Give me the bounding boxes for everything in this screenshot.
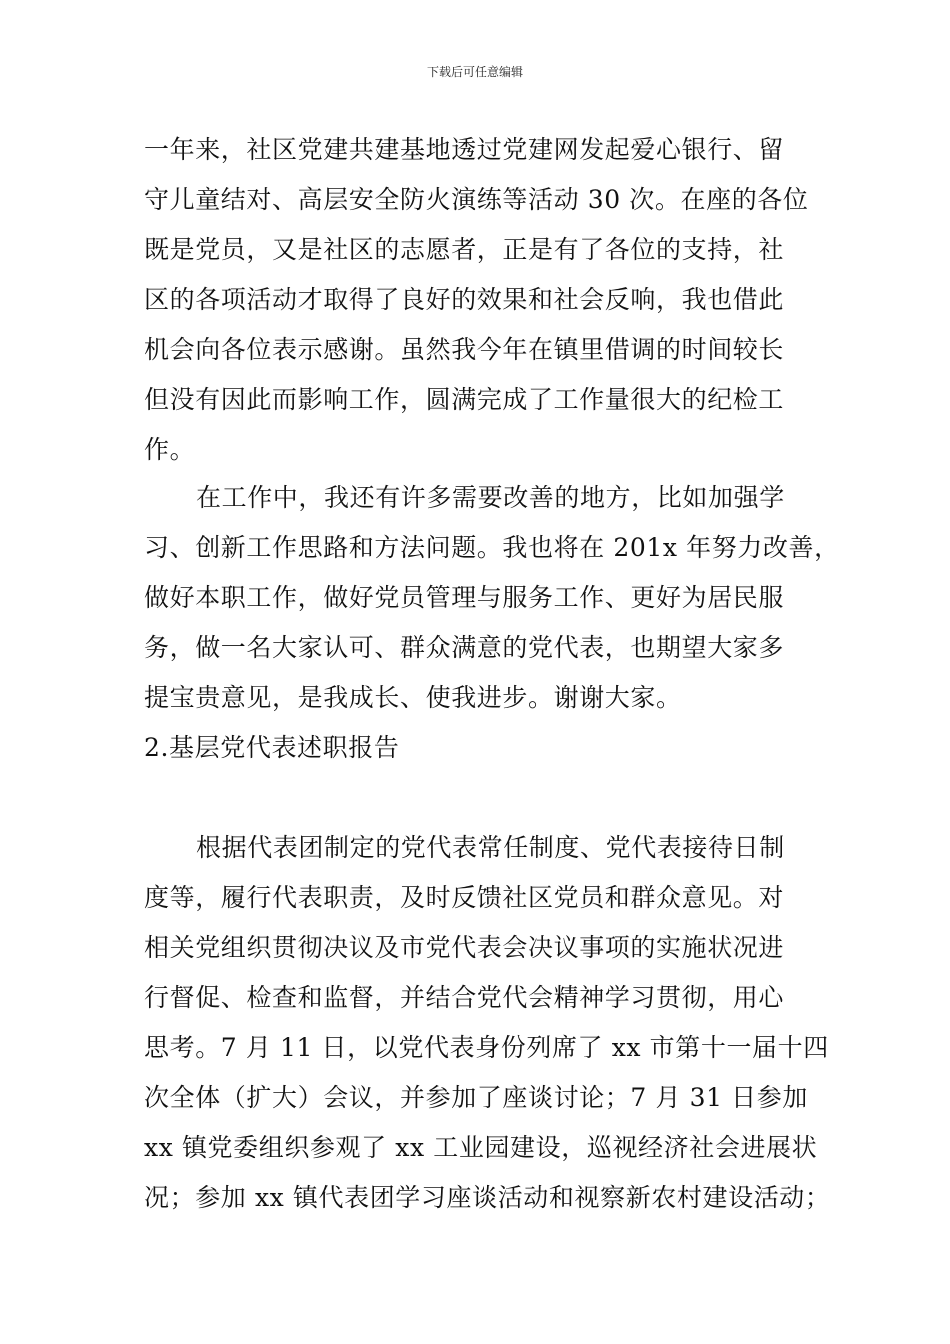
text-line: 守儿童结对、高层安全防火演练等活动 30 次。在座的各位	[144, 185, 809, 214]
text-line: 行督促、检查和监督，并结合党代会精神学习贯彻，用心	[144, 983, 785, 1012]
text-line: 一年来，社区党建共建基地透过党建网发起爱心银行、留	[144, 135, 785, 164]
text-line: 习、创新工作思路和方法问题。我也将在 201x 年努力改善，	[144, 533, 840, 562]
text-line: 相关党组织贯彻决议及市党代表会决议事项的实施状况进	[144, 933, 785, 962]
page-header-note: 下载后可任意编辑	[426, 65, 523, 79]
text-line: xx 镇党委组织参观了 xx 工业园建设，巡视经济社会进展状	[144, 1133, 818, 1162]
text-line: 但没有因此而影响工作，圆满完成了工作量很大的纪检工	[144, 385, 785, 414]
text-line: 机会向各位表示感谢。虽然我今年在镇里借调的时间较长	[144, 335, 785, 364]
section-heading: 2.基层党代表述职报告	[144, 733, 400, 762]
text-line: 作。	[144, 435, 196, 464]
text-line: 在工作中，我还有许多需要改善的地方，比如加强学	[196, 483, 785, 512]
text-line: 况；参加 xx 镇代表团学习座谈活动和视察新农村建设活动；	[144, 1183, 831, 1212]
text-line: 提宝贵意见，是我成长、使我进步。谢谢大家。	[144, 683, 682, 712]
text-line: 务，做一名大家认可、群众满意的党代表，也期望大家多	[144, 633, 785, 662]
text-line: 区的各项活动才取得了良好的效果和社会反响，我也借此	[144, 285, 785, 314]
text-line: 度等，履行代表职责，及时反馈社区党员和群众意见。对	[144, 883, 785, 912]
text-line: 根据代表团制定的党代表常任制度、党代表接待日制	[196, 833, 785, 862]
text-line: 既是党员，又是社区的志愿者，正是有了各位的支持，社	[144, 235, 785, 264]
text-line: 次全体（扩大）会议，并参加了座谈讨论；7 月 31 日参加	[144, 1083, 808, 1112]
text-line: 做好本职工作，做好党员管理与服务工作、更好为居民服	[144, 583, 785, 612]
text-line: 思考。7 月 11 日，以党代表身份列席了 xx 市第十一届十四	[144, 1033, 829, 1062]
